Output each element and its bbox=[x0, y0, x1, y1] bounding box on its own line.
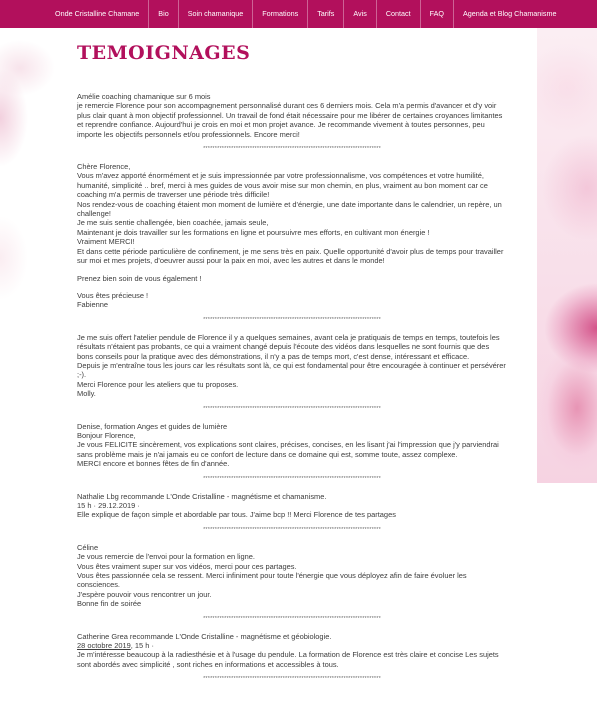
nav-item-contact[interactable]: Contact bbox=[377, 0, 421, 28]
post-date-link[interactable]: 28 octobre 2019 bbox=[77, 641, 131, 651]
testimonial-text: Bonne fin de soirée bbox=[77, 599, 142, 609]
testimonial-text: Prenez bien soin de vous également ! bbox=[77, 273, 202, 283]
testimonial-heading: Catherine Grea recommande L'Onde Cristalline - magnétisme et géobiologie. bbox=[77, 631, 332, 641]
testimonial-text: Vous êtes précieuse ! bbox=[77, 290, 149, 300]
testimonial-heading: Céline bbox=[77, 542, 99, 552]
separator: **************************************************************************** bbox=[203, 316, 381, 323]
testimonial-text: Elle explique de façon simple et abordable par tous. J'aime bcp !! Merci Florence de tes partages bbox=[77, 510, 396, 520]
nav-item-faq[interactable]: FAQ bbox=[421, 0, 454, 28]
nav-item-soin-chamanique[interactable]: Soin chamanique bbox=[179, 0, 254, 28]
testimonial-celine bbox=[77, 543, 507, 609]
testimonial-text: J'espère pouvoir vous rencontrer un jour. bbox=[77, 589, 212, 599]
testimonial-text: je remercie Florence pour son accompagnement personnalisé durant ces 6 derniers mois. Cela m'a permis d'avancer et d'y voir plus clair quant à mon objectif professionnel. Un travail de fond était nécessaire pour me libérer de certaines croyances limitantes et reprendre confiance. Aujourd'hui je crois en moi et mon projet avance. Je recommande vivement à toutes personnes, peu importe les objectifs personnels et/ou professionnels. Encore merci! bbox=[77, 101, 503, 139]
testimonial-catherine bbox=[77, 632, 507, 670]
testimonial-amelie bbox=[77, 92, 507, 139]
testimonial-text: Vous êtes passionnée cela se ressent. Merci infiniment pour toute l'énergie que vous déployez afin de faire évoluer les consciences. bbox=[77, 571, 467, 590]
testimonial-heading: Denise, formation Anges et guides de lumière bbox=[77, 421, 228, 431]
testimonial-meta: 15 h · 29.12.2019 · bbox=[77, 501, 140, 510]
testimonial-nathalie bbox=[77, 492, 507, 520]
nav-item-agenda-blog[interactable]: Agenda et Blog Chamanisme bbox=[462, 9, 557, 18]
separator: **************************************************************************** bbox=[203, 475, 381, 482]
testimonial-text: Nos rendez-vous de coaching étaient mon moment de lumière et d'énergie, une date importante dans le calendrier, un repère, un challenge! bbox=[77, 199, 502, 219]
testimonial-heading: Nathalie Lbg recommande L'Onde Cristalline - magnétisme et chamanisme. bbox=[77, 491, 327, 501]
top-nav bbox=[0, 0, 597, 28]
testimonial-text: Depuis je m'entraîne tous les jours car les résultats sont là, ce qui est fondamental pour être encouragée à continuer et persévérer ;-). bbox=[77, 360, 506, 380]
separator: **************************************************************************** bbox=[203, 615, 381, 622]
testimonial-fabienne bbox=[77, 162, 507, 310]
testimonial-text: Vraiment MERCI! bbox=[77, 237, 135, 247]
testimonial-author: Molly. bbox=[77, 389, 96, 399]
separator: **************************************************************************** bbox=[203, 676, 381, 683]
testimonial-text: Maintenant je dois travailler sur les formations en ligne et poursuivre mes efforts, en cultivant mon énergie ! bbox=[77, 227, 430, 237]
testimonial-text: Et dans cette période particulière de confinement, je me sens très en paix. Quelle opportunité d'avoir plus de temps pour travailler sur moi et mes projets, d'oeuvrer aussi pour la paix en moi, avec les autres et dans le monde! bbox=[77, 246, 504, 266]
testimonial-meta bbox=[77, 641, 507, 650]
testimonial-heading: Chère Florence, bbox=[77, 162, 131, 172]
post-time: , 15 h · bbox=[130, 641, 154, 651]
testimonial-text: Je m'intéresse beaucoup à la radiesthésie et à l'usage du pendule. La formation de Florence est très claire et concise Les sujets sont abordés avec simplicité , sont riches en informations et accessibles à tous. bbox=[77, 650, 499, 669]
decorative-flower-right bbox=[537, 28, 597, 483]
testimonial-molly bbox=[77, 333, 507, 399]
nav-item-avis[interactable]: Avis bbox=[344, 0, 376, 28]
nav-item-bio[interactable]: Bio bbox=[149, 0, 178, 28]
nav-item-formations[interactable]: Formations bbox=[253, 0, 308, 28]
testimonials-list bbox=[77, 92, 507, 692]
separator: **************************************************************************** bbox=[203, 146, 381, 153]
nav-item-tarifs[interactable]: Tarifs bbox=[308, 0, 344, 28]
testimonial-text: Vous êtes vraiment super sur vos vidéos, merci pour ces partages. bbox=[77, 561, 297, 571]
testimonial-denise bbox=[77, 422, 507, 469]
testimonial-text: Je me suis offert l'atelier pendule de Florence il y a quelques semaines, avant cela je pratiquais de temps en temps, toutefois les résultats n'étaient pas probants, ce qui a vraiment changé depuis l'écoute des vidéos dans lesquelles ne sont fournis que des bons conseils pour la pratique avec des démonstrations, il n'y a pas de temps mort, c'est dense, intéressant et efficace. bbox=[77, 332, 500, 361]
testimonial-text: Vous m'avez apporté énormément et je suis impressionnée par votre professionnalisme, vos compétences et votre humilité, humanité, simplicité .. bref, merci à mes guides de vous avoir mise sur mon chemin, en plus, vraiment au bon moment car ce coaching m'a permis de traverser une période très difficile! bbox=[77, 171, 488, 200]
separator: **************************************************************************** bbox=[203, 405, 381, 412]
decorative-flower-left bbox=[0, 28, 70, 712]
testimonial-text: MERCI encore et bonnes fêtes de fin d'année. bbox=[77, 459, 230, 469]
testimonial-text: Merci Florence pour les ateliers que tu proposes. bbox=[77, 379, 239, 389]
page-title: TEMOIGNAGES bbox=[77, 42, 251, 64]
testimonial-text: Je vous remercie de l'envoi pour la formation en ligne. bbox=[77, 552, 255, 562]
testimonial-text: Bonjour Florence, bbox=[77, 430, 136, 440]
nav-item-home[interactable]: Onde Cristalline Chamane bbox=[46, 0, 149, 28]
testimonial-text: Je vous FELICITE sincèrement, vos explications sont claires, précises, concises, en les lisant j'ai l'impression que j'y parviendrai sans problème mais je n'ai jamais eu ce confort de lecture dans ce domaine qui est, somme toute, assez complexe. bbox=[77, 440, 499, 459]
separator: **************************************************************************** bbox=[203, 526, 381, 533]
testimonial-heading: Amélie coaching chamanique sur 6 mois bbox=[77, 92, 211, 101]
testimonial-author: Fabienne bbox=[77, 300, 109, 310]
testimonial-text: Je me suis sentie challengée, bien coachée, jamais seule, bbox=[77, 218, 269, 228]
